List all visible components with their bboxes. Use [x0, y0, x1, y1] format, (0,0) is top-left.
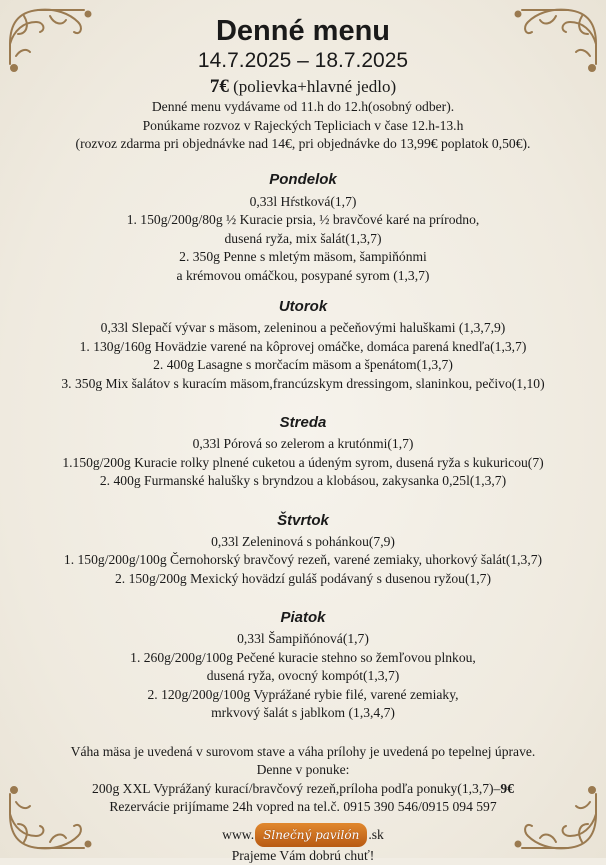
day-heading-friday: Piatok — [0, 608, 606, 628]
menu-item: 3. 350g Mix šalátov s kuracím mäsom,francúzskym dressingom, slaninkou, pečivo(1,10) — [0, 375, 606, 394]
menu-item: a krémovou omáčkou, posypané syrom (1,3,7) — [0, 267, 606, 286]
menu-item: 0,33l Hŕstková(1,7) — [0, 193, 606, 212]
info-line: (rozvoz zdarma pri objednávke nad 14€, pri objednávke do 13,99€ poplatok 0,50€). — [0, 135, 606, 154]
menu-title: Denné menu — [0, 14, 606, 48]
menu-item: 0,33l Šampiňónová(1,7) — [0, 630, 606, 649]
daily-offer-price: 9€ — [500, 781, 514, 796]
menu-item: 0,33l Pórová so zelerom a krutónmi(1,7) — [0, 435, 606, 454]
menu-item: 1. 260g/200g/100g Pečené kuracie stehno so žemľovou plnkou, — [0, 649, 606, 668]
price-description: (polievka+hlavné jedlo) — [229, 77, 396, 96]
menu-item: dusená ryža, ovocný kompót(1,3,7) — [0, 667, 606, 686]
menu-item: 0,33l Slepačí vývar s mäsom, zeleninou a pečeňovými haluškami (1,3,7,9) — [0, 319, 606, 338]
menu-item: 1. 130g/160g Hovädzie varené na kôprovej omáčke, domáca parená knedľa(1,3,7) — [0, 338, 606, 357]
price-amount: 7€ — [210, 76, 229, 97]
info-line: Denné menu vydávame od 11.h do 12.h(osobný odber). — [0, 98, 606, 117]
website-suffix: .sk — [368, 824, 384, 846]
day-heading-monday: Pondelok — [0, 170, 606, 190]
menu-item: 2. 400g Furmanské halušky s bryndzou a klobásou, zakysanka 0,25l(1,3,7) — [0, 472, 606, 491]
brand-logo: Slnečný pavilón — [255, 823, 367, 847]
menu-dates: 14.7.2025 – 18.7.2025 — [0, 48, 606, 74]
website-prefix: www. — [222, 824, 254, 846]
menu-item: 2. 150g/200g Mexický hovädzí guláš podávaný s dusenou ryžou(1,7) — [0, 570, 606, 589]
menu-item: 1.150g/200g Kuracie rolky plnené cuketou a údeným syrom, dusená ryža s kukuricou(7) — [0, 454, 606, 473]
menu-item: 2. 400g Lasagne s morčacím mäsom a špenátom(1,3,7) — [0, 356, 606, 375]
menu-price — [0, 76, 606, 98]
daily-offer-title: Denne v ponuke: — [0, 761, 606, 780]
menu-item: mrkvový šalát s jablkom (1,3,4,7) — [0, 704, 606, 723]
closing-wish: Prajeme Vám dobrú chuť! — [0, 847, 606, 865]
daily-offer — [0, 780, 606, 799]
menu-item: 1. 150g/200g/80g ½ Kuracie prsia, ½ bravčové karé na prírodno, — [0, 211, 606, 230]
website-link[interactable] — [0, 823, 606, 847]
reservation-info: Rezervácie prijímame 24h vopred na tel.č. 0915 390 546/0915 094 597 — [0, 798, 606, 817]
day-heading-wednesday: Streda — [0, 413, 606, 433]
menu-item: 0,33l Zeleninová s pohánkou(7,9) — [0, 533, 606, 552]
day-heading-tuesday: Utorok — [0, 297, 606, 317]
daily-offer-text: 200g XXL Vyprážaný kurací/bravčový rezeň,príloha podľa ponuky(1,3,7)– — [92, 781, 500, 796]
menu-item: 1. 150g/200g/100g Černohorský bravčový rezeň, varené zemiaky, uhorkový šalát(1,3,7) — [0, 551, 606, 570]
day-heading-thursday: Štvrtok — [0, 511, 606, 531]
menu-item: 2. 350g Penne s mletým mäsom, šampiňónmi — [0, 248, 606, 267]
weight-note: Váha mäsa je uvedená v surovom stave a váha prílohy je uvedená po tepelnej úprave. — [0, 743, 606, 762]
menu-item: 2. 120g/200g/100g Vyprážané rybie filé, varené zemiaky, — [0, 686, 606, 705]
info-line: Ponúkame rozvoz v Rajeckých Tepliciach v čase 12.h-13.h — [0, 117, 606, 136]
menu-item: dusená ryža, mix šalát(1,3,7) — [0, 230, 606, 249]
